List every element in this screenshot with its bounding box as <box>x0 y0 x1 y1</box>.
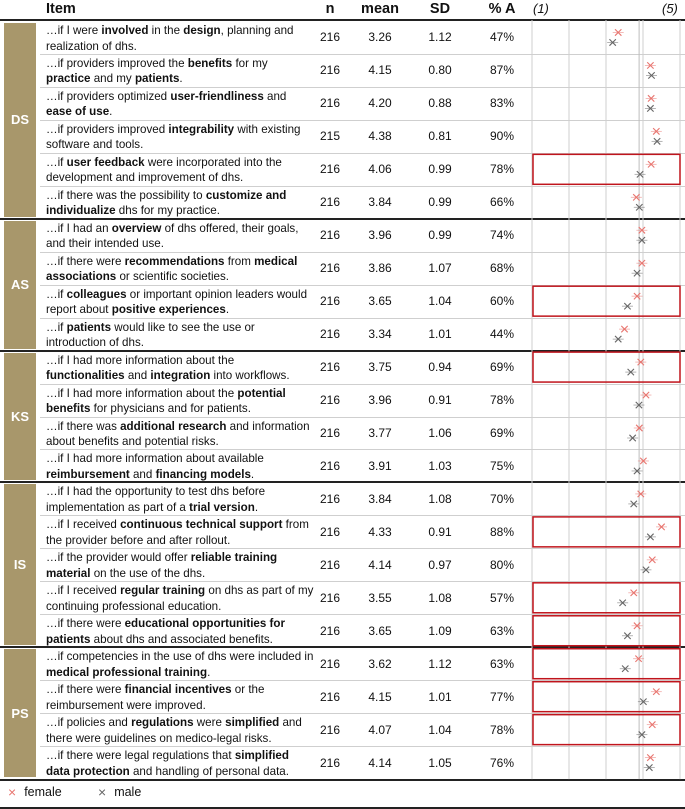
n-value: 216 <box>319 195 341 210</box>
item-text: …if providers improved integrability with existing software and tools. <box>46 122 301 152</box>
item-text: …if I received continuous technical support from the provider before and after rollout. <box>46 518 309 547</box>
scale-high-label: (5) <box>662 1 678 16</box>
item-text: …if I had an overview of dhs offered, their goals, and their intended use. <box>46 221 299 251</box>
female-marker <box>640 392 651 398</box>
mean-value: 3.65 <box>368 623 392 638</box>
item-text: …if colleagues or important opinion leaders would report about positive experiences. <box>46 287 308 317</box>
sd-value: 1.04 <box>428 294 452 309</box>
n-value: 216 <box>319 425 341 440</box>
item-text: …if providers improved the benefits for my practice and my patients. <box>46 56 268 86</box>
n-value: 216 <box>319 755 341 770</box>
percent-agree-value: 57% <box>489 590 515 605</box>
male-marker <box>613 336 624 342</box>
percent-agree-value: 90% <box>489 129 515 144</box>
mean-value: 4.38 <box>368 129 392 144</box>
sd-value: 0.80 <box>428 63 452 78</box>
male-marker <box>632 270 643 276</box>
male-marker <box>622 303 633 309</box>
mean-value: 4.15 <box>368 63 392 78</box>
item-text: …if I had more information about the potential benefits for physicians and for patients. <box>46 386 286 416</box>
percent-agree-value: 78% <box>489 393 515 408</box>
n-value: 216 <box>319 96 341 111</box>
female-marker <box>632 623 643 629</box>
sd-value: 0.97 <box>428 557 452 572</box>
group-label: PS <box>4 649 36 777</box>
male-marker <box>625 369 636 375</box>
sd-value: 0.99 <box>428 228 452 243</box>
percent-agree-value: 44% <box>489 327 515 342</box>
male-marker <box>646 72 657 78</box>
female-marker <box>632 293 643 299</box>
n-value: 216 <box>319 294 341 309</box>
header-sd: SD <box>429 1 451 17</box>
mean-value: 3.34 <box>368 327 392 342</box>
percent-agree-value: 47% <box>489 30 515 45</box>
mean-value: 4.33 <box>368 524 392 539</box>
sd-value: 1.08 <box>428 491 452 506</box>
male-marker <box>607 39 618 45</box>
item-text: …if there was additional research and information about benefits and potential risks. <box>46 419 310 449</box>
female-marker-icon: × <box>8 784 17 800</box>
male-marker <box>645 534 656 540</box>
male-marker <box>622 633 633 639</box>
item-text: …if user feedback were incorporated into the development and improvement of dhs. <box>46 155 282 185</box>
female-marker <box>613 29 624 35</box>
sd-value: 1.06 <box>428 425 452 440</box>
header-percent-agree: % A <box>488 1 516 17</box>
sd-value: 1.01 <box>428 327 452 342</box>
sd-value: 1.04 <box>428 722 452 737</box>
mean-value: 3.77 <box>368 425 392 440</box>
header-item: Item <box>46 1 76 17</box>
header-n: n <box>325 1 335 17</box>
n-value: 216 <box>319 63 341 78</box>
sd-value: 1.03 <box>428 458 452 473</box>
mean-value: 3.91 <box>368 458 392 473</box>
male-marker <box>617 600 628 606</box>
item-text: …if competencies in the use of dhs were included in medical professional training. <box>46 650 314 679</box>
scale-low-label: (1) <box>533 1 549 16</box>
female-marker <box>646 161 657 167</box>
item-text: …if there were recommendations from medical associations or scientific societies. <box>46 254 298 284</box>
sd-value: 0.99 <box>428 162 452 177</box>
item-text: …if I were involved in the design, planning and realization of dhs. <box>46 24 294 53</box>
sd-value: 1.09 <box>428 623 452 638</box>
n-value: 216 <box>319 491 341 506</box>
n-value: 216 <box>319 722 341 737</box>
female-marker <box>647 721 658 727</box>
sd-value: 0.94 <box>428 360 452 375</box>
n-value: 215 <box>319 129 341 144</box>
item-text: …if providers optimized user-friendliness and ease of use. <box>46 89 287 119</box>
mean-value: 4.15 <box>368 689 392 704</box>
female-marker <box>631 194 642 200</box>
female-marker <box>636 260 647 266</box>
mean-value: 3.96 <box>368 393 392 408</box>
percent-agree-value: 69% <box>489 360 515 375</box>
n-value: 216 <box>319 689 341 704</box>
n-value: 216 <box>319 393 341 408</box>
group-label: KS <box>4 353 36 481</box>
group-label: AS <box>4 221 36 349</box>
mean-value: 3.84 <box>368 195 392 210</box>
sd-value: 1.05 <box>428 755 452 770</box>
n-value: 216 <box>319 228 341 243</box>
n-value: 216 <box>319 590 341 605</box>
male-marker <box>636 237 647 243</box>
n-value: 216 <box>319 261 341 276</box>
item-text: …if I had more information about the functionalities and integration into workflows. <box>46 353 290 383</box>
sd-value: 0.91 <box>428 524 452 539</box>
mean-value: 3.62 <box>368 656 392 671</box>
female-marker <box>651 688 662 694</box>
n-value: 216 <box>319 557 341 572</box>
sd-value: 1.01 <box>428 689 452 704</box>
female-marker <box>628 590 639 596</box>
female-marker <box>656 524 667 530</box>
male-marker <box>652 138 663 144</box>
percent-agree-value: 60% <box>489 294 515 309</box>
male-marker-icon: × <box>98 784 107 800</box>
percent-agree-value: 77% <box>489 689 515 704</box>
n-value: 216 <box>319 656 341 671</box>
female-marker <box>633 656 644 662</box>
n-value: 216 <box>319 524 341 539</box>
mean-value: 3.75 <box>368 360 392 375</box>
mean-value: 3.26 <box>368 30 392 45</box>
item-text: …if there were financial incentives or the reimbursement were improved. <box>46 683 265 712</box>
male-marker <box>645 105 656 111</box>
item-text: …if I received regular training on dhs as part of my continuing professional education. <box>46 584 314 613</box>
percent-agree-value: 63% <box>489 656 515 671</box>
item-text: …if I had more information about available reimbursement and financing models. <box>46 452 264 481</box>
mean-value: 4.07 <box>368 722 392 737</box>
female-marker <box>635 359 646 365</box>
percent-agree-value: 69% <box>489 425 515 440</box>
item-text: …if there was the possibility to customize and individualize dhs for my practice. <box>46 188 287 218</box>
item-text: …if there were legal regulations that simplified data protection and handling of personal data. <box>46 749 289 778</box>
female-marker <box>651 128 662 134</box>
percent-agree-value: 80% <box>489 557 515 572</box>
male-marker <box>635 171 646 177</box>
mean-value: 3.96 <box>368 228 392 243</box>
sd-value: 1.07 <box>428 261 452 276</box>
female-marker <box>647 557 658 563</box>
mean-value: 3.84 <box>368 491 392 506</box>
group-label: IS <box>4 484 36 645</box>
mean-value: 4.14 <box>368 557 392 572</box>
legend-male-label: male <box>114 785 142 799</box>
percent-agree-value: 74% <box>489 228 515 243</box>
sd-value: 1.12 <box>428 30 452 45</box>
male-marker <box>628 501 639 507</box>
sd-value: 0.88 <box>428 96 452 111</box>
percent-agree-value: 70% <box>489 491 515 506</box>
mean-value: 3.86 <box>368 261 392 276</box>
mean-value: 4.06 <box>368 162 392 177</box>
male-marker <box>636 731 647 737</box>
sd-value: 0.99 <box>428 195 452 210</box>
item-text: …if patients would like to see the use or introduction of dhs. <box>46 320 255 350</box>
male-marker <box>627 435 638 441</box>
n-value: 216 <box>319 458 341 473</box>
n-value: 216 <box>319 327 341 342</box>
percent-agree-value: 68% <box>489 261 515 276</box>
percent-agree-value: 87% <box>489 63 515 78</box>
mean-value: 3.55 <box>368 590 392 605</box>
legend-male <box>98 784 141 800</box>
sd-value: 1.12 <box>428 656 452 671</box>
percent-agree-value: 78% <box>489 722 515 737</box>
item-text: …if the provider would offer reliable training material on the use of the dhs. <box>46 551 278 580</box>
male-marker <box>640 567 651 573</box>
item-text: …if there were educational opportunities for patients about dhs and associated benefits. <box>46 617 285 646</box>
item-text: …if I had the opportunity to test dhs before implementation as part of a trial version. <box>46 485 266 514</box>
female-marker <box>646 95 657 101</box>
sd-value: 0.91 <box>428 393 452 408</box>
header-mean: mean <box>361 1 399 17</box>
legend-female-label: female <box>24 785 62 799</box>
n-value: 216 <box>319 162 341 177</box>
female-marker <box>645 62 656 68</box>
mean-value: 4.20 <box>368 96 392 111</box>
sd-value: 0.81 <box>428 129 452 144</box>
percent-agree-value: 66% <box>489 195 515 210</box>
percent-agree-value: 75% <box>489 458 515 473</box>
mean-value: 4.14 <box>368 755 392 770</box>
male-marker <box>644 764 655 770</box>
female-marker <box>635 491 646 497</box>
percent-agree-value: 76% <box>489 755 515 770</box>
female-marker <box>636 227 647 233</box>
sd-value: 1.08 <box>428 590 452 605</box>
n-value: 216 <box>319 30 341 45</box>
female-marker <box>619 326 630 332</box>
percent-agree-value: 63% <box>489 623 515 638</box>
female-marker <box>645 754 656 760</box>
male-marker <box>632 468 643 474</box>
group-label: DS <box>4 23 36 217</box>
percent-agree-value: 78% <box>489 162 515 177</box>
n-value: 216 <box>319 623 341 638</box>
mean-value: 3.65 <box>368 294 392 309</box>
percent-agree-value: 88% <box>489 524 515 539</box>
legend-female <box>8 784 62 800</box>
percent-agree-value: 83% <box>489 96 515 111</box>
n-value: 216 <box>319 360 341 375</box>
item-text: …if policies and regulations were simplified and there were guidelines on medico-legal risks. <box>46 716 302 745</box>
male-marker <box>620 666 631 672</box>
